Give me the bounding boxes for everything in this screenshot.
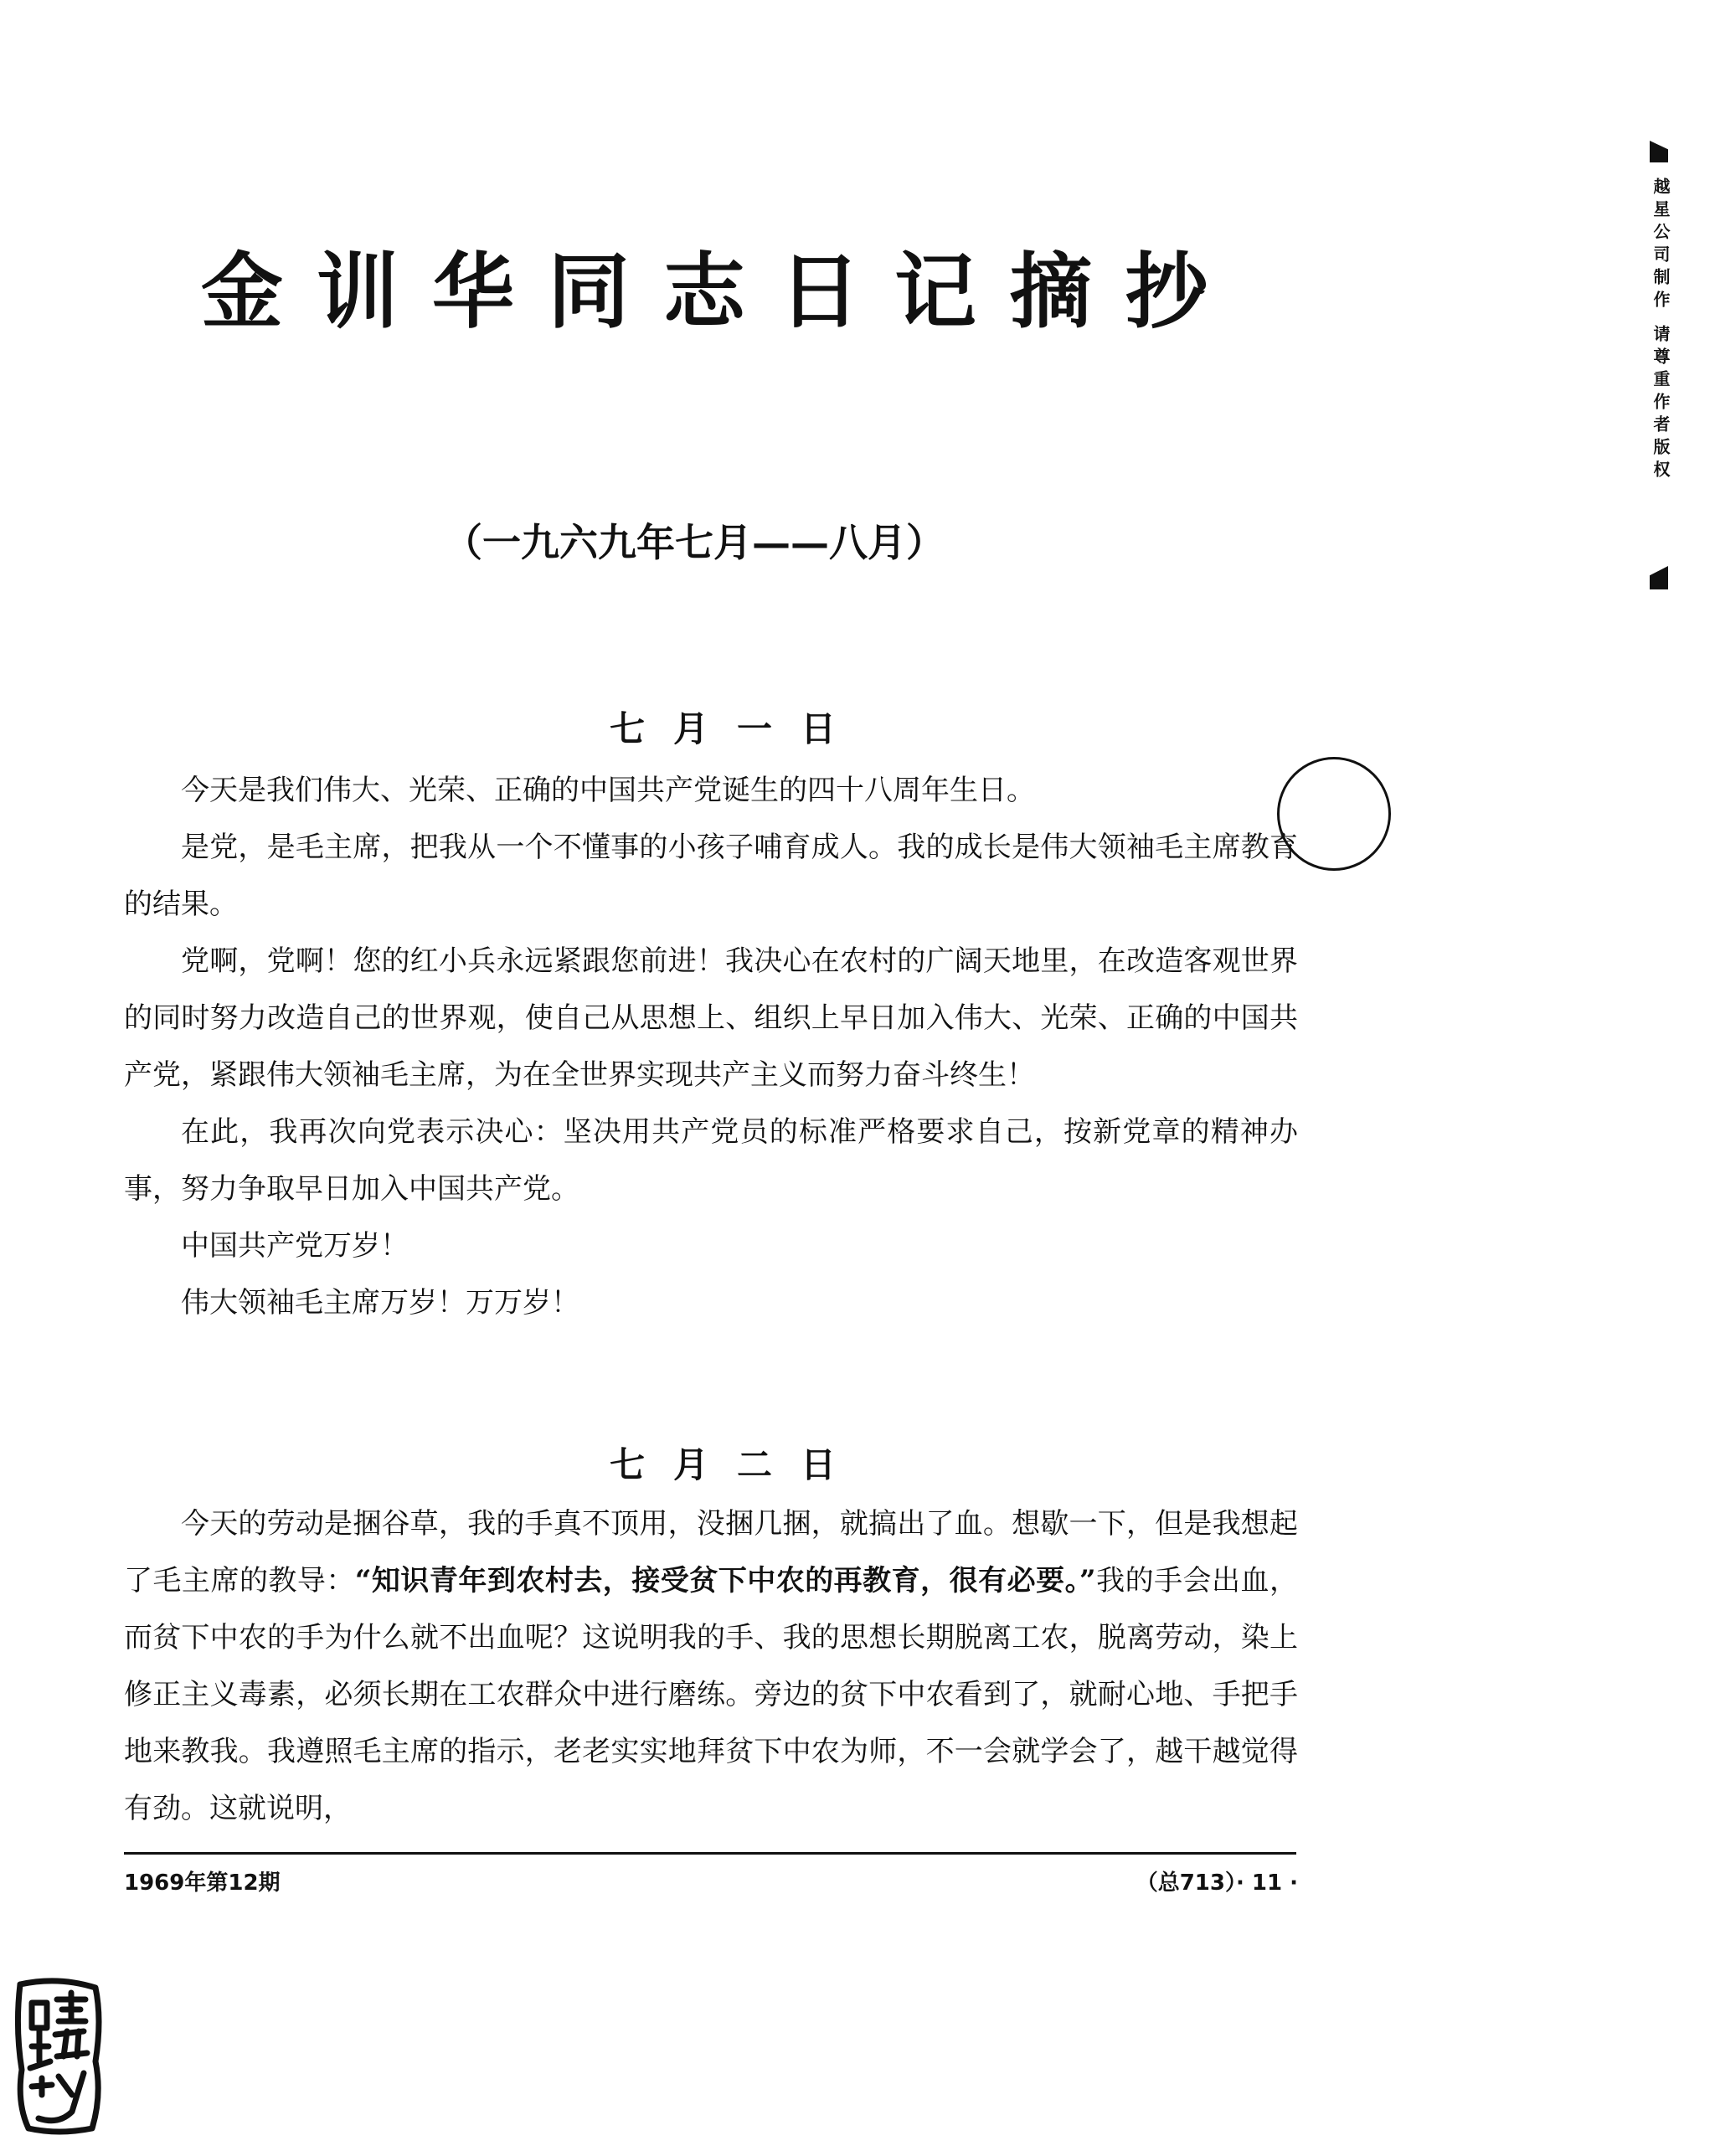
entry-paragraph: 伟大领袖毛主席万岁！万万岁！ — [181, 1286, 579, 1320]
entry-date-heading: 七月一日 — [610, 708, 865, 749]
footer-page-number: （总713）· 11 · — [1136, 1870, 1298, 1896]
footer-issue: 1969年第12期 — [124, 1870, 281, 1896]
sidebar-bar-top — [1650, 141, 1668, 162]
entry-paragraph: 中国共产党万岁！ — [181, 1229, 409, 1263]
entry-date-heading: 七月二日 — [610, 1444, 865, 1485]
entry-paragraph: 在此，我再次向党表示决心：坚决用共产党员的标准严格要求自己，按新党章的精神办事，努力争取早日加入中国共产党。 — [124, 1115, 1298, 1206]
footer-rule — [124, 1852, 1296, 1855]
entry-paragraph — [124, 1495, 1298, 1837]
circle-mark — [1277, 757, 1391, 871]
sidebar-copyright-text: 越星公司制作 请尊重作者版权 — [1651, 178, 1671, 483]
entry-body — [124, 762, 1298, 1331]
mao-quote: “知识青年到农村去，接受贫下中农的再教育，很有必要。” — [354, 1564, 1096, 1598]
page-title: 金训华同志日记摘抄 — [201, 244, 1242, 340]
entry-paragraph: 党啊，党啊！您的红小兵永远紧跟您前进！我决心在农村的广阔天地里，在改造客观世界的同时努力改造自己的世界观，使自己从思想上、组织上早日加入伟大、光荣、正确的中国共产党，紧跟伟大领袖毛主席，为在全世界实现共产主义而努力奋斗终生！ — [124, 944, 1298, 1092]
entry-paragraph: 今天是我们伟大、光荣、正确的中国共产党诞生的四十八周年生日。 — [181, 774, 1035, 807]
sidebar-bar-bottom — [1650, 566, 1668, 589]
paragraph-text: 今天的劳动是捆谷草，我的手真不顶用，没捆几捆，就搞出了血。想歇一下，但是我想起了毛主席的教导： — [124, 1507, 1298, 1598]
copyright-sidebar — [1646, 141, 1683, 593]
entry-paragraph: 是党，是毛主席，把我从一个不懂事的小孩子哺育成人。我的成长是伟大领袖毛主席教育的结果。 — [124, 831, 1298, 921]
paragraph-text: 我的手会出血，而贫下中农的手为什么就不出血呢？这说明我的手、我的思想长期脱离工农，脱离劳动，染上修正主义毒素，必须长期在工农群众中进行磨练。旁边的贫下中农看到了，就耐心地、手把手地来教我。我遵照毛主席的指示，老老实实地拜贫下中农为师，不一会就学会了，越干越觉得有劲。这就说明， — [124, 1564, 1299, 1825]
page-subtitle: （一九六九年七月——八月） — [444, 520, 945, 565]
seal-stamp — [8, 1969, 107, 2137]
entry-body — [124, 1495, 1298, 1837]
